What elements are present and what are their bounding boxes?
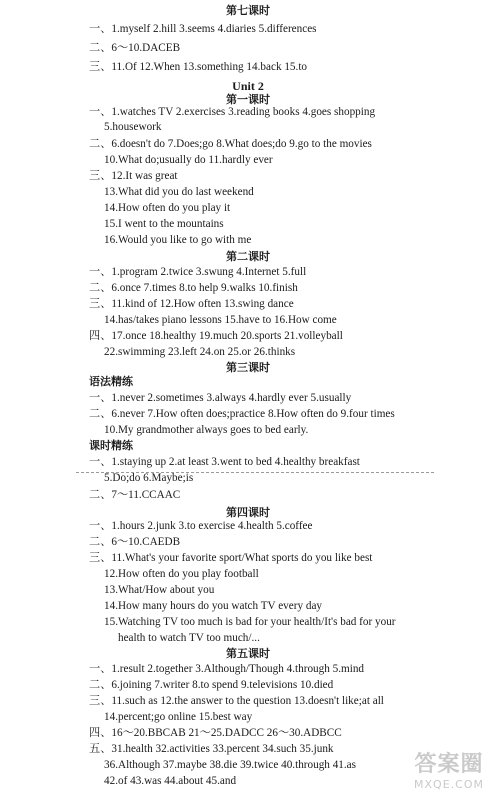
answer-line: 42.of 43.was 44.about 45.and xyxy=(104,775,237,787)
dashed-divider xyxy=(76,472,434,473)
answer-line: 10.What do;usually do 11.hardly ever xyxy=(104,154,273,166)
subsection-title: 课时精练 xyxy=(89,439,133,452)
answer-line: 一、1.staying up 2.at least 3.went to bed 4.healthy breakfast xyxy=(89,456,360,468)
unit-title: Unit 2 xyxy=(232,79,264,93)
watermark-url: MXQE.COM xyxy=(414,778,484,791)
answer-line: 13.What did you do last weekend xyxy=(104,186,254,198)
answer-line: 二、7～11.CCAAC xyxy=(89,489,181,501)
answer-line: 二、6.joining 7.writer 8.to spend 9.televisions 10.died xyxy=(89,679,334,691)
answer-line: 12.How often do you play football xyxy=(104,568,259,580)
answer-line: 四、16～20.BBCAB 21～25.DADCC 26～30.ADBCC xyxy=(89,727,342,739)
answer-line: health to watch TV too much/... xyxy=(118,632,260,644)
answer-line: 36.Although 37.maybe 38.die 39.twice 40.through 41.as xyxy=(104,759,356,771)
answer-line: 二、6～10.CAEDB xyxy=(89,536,181,548)
answer-line: 一、1.program 2.twice 3.swung 4.Internet 5.full xyxy=(89,266,307,278)
section-title-lesson2: 第二课时 xyxy=(226,250,270,263)
answer-line: 14.percent;go online 15.best way xyxy=(104,711,253,723)
answer-line: 一、1.myself 2.hill 3.seems 4.diaries 5.differences xyxy=(89,23,317,35)
section-title-lesson4: 第四课时 xyxy=(226,506,270,519)
section-title-lesson1: 第一课时 xyxy=(226,93,270,106)
answer-line: 二、6.never 7.How often does;practice 8.How often do 9.four times xyxy=(89,408,395,420)
answer-line: 5.Do;do 6.Maybe;is xyxy=(104,472,194,484)
answer-line: 五、31.health 32.activities 33.percent 34.such 35.junk xyxy=(89,743,334,755)
answer-line: 一、1.never 2.sometimes 3.always 4.hardly ever 5.usually xyxy=(89,392,352,404)
section-title-lesson7: 第七课时 xyxy=(226,4,270,17)
watermark-text: 答案圈 xyxy=(414,752,484,777)
answer-line: 四、17.once 18.healthy 19.much 20.sports 21.volleyball xyxy=(89,330,343,342)
answer-line: 14.How many hours do you watch TV every day xyxy=(104,600,323,612)
subsection-title: 语法精练 xyxy=(89,375,133,388)
answer-line: 一、1.result 2.together 3.Although/Though 4.through 5.mind xyxy=(89,663,365,675)
answer-line: 14.How often do you play it xyxy=(104,202,231,214)
answer-line: 三、11.What's your favorite sport/What sports do you like best xyxy=(89,552,373,564)
answer-line: 15.Watching TV too much is bad for your health/It's bad for your xyxy=(104,616,396,628)
answer-line: 三、11.kind of 12.How often 13.swing dance xyxy=(89,298,294,310)
section-title-lesson3: 第三课时 xyxy=(226,361,270,374)
answer-line: 16.Would you like to go with me xyxy=(104,234,252,246)
watermark-logo xyxy=(404,752,494,798)
answer-line: 5.housework xyxy=(104,121,162,133)
section-title-lesson5: 第五课时 xyxy=(226,647,270,660)
answer-line: 三、11.Of 12.When 13.something 14.back 15.to xyxy=(89,61,308,73)
answer-line: 一、1.watches TV 2.exercises 3.reading books 4.goes shopping xyxy=(89,106,376,118)
answer-line: 一、1.hours 2.junk 3.to exercise 4.health 5.coffee xyxy=(89,520,313,532)
answer-line: 二、6～10.DACEB xyxy=(89,42,181,54)
answer-line: 二、6.once 7.times 8.to help 9.walks 10.finish xyxy=(89,282,298,294)
answer-line: 13.What/How about you xyxy=(104,584,215,596)
answer-line: 10.My grandmother always goes to bed early. xyxy=(104,424,309,436)
answer-line: 22.swimming 23.left 24.on 25.or 26.thinks xyxy=(104,346,296,358)
answer-line: 14.has/takes piano lessons 15.have to 16.How come xyxy=(104,314,337,326)
answer-line: 二、6.doesn't do 7.Does;go 8.What does;do 9.go to the movies xyxy=(89,138,372,150)
answer-line: 三、11.such as 12.the answer to the question 13.doesn't like;at all xyxy=(89,695,384,707)
answer-line: 三、12.It was great xyxy=(89,170,178,182)
answer-line: 15.I went to the mountains xyxy=(104,218,224,230)
